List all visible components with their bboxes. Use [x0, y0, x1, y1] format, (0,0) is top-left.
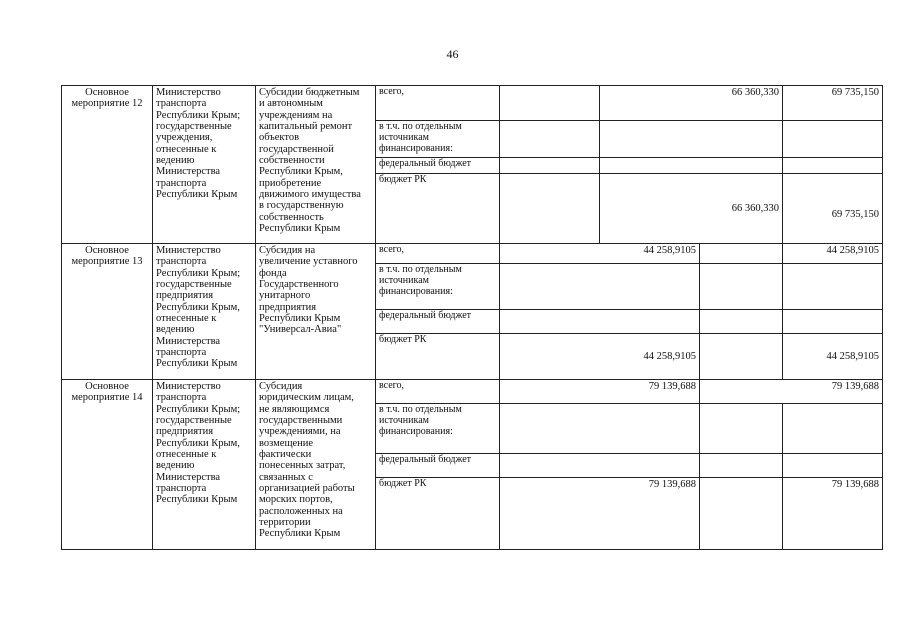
responsible-cell: Министерство транспорта Республики Крым; государственные предприятия Республики Крым, отнесенные к ведению Министерства транспорта Республики Крым — [153, 244, 256, 380]
value-cell — [783, 264, 883, 310]
source-label: всего, — [376, 86, 500, 121]
value-cell: 66 360,330 — [600, 174, 783, 244]
responsible-cell: Министерство транспорта Республики Крым; государственные учреждения, отнесенные к ведению Министерства транспорта Республики Крым — [153, 86, 256, 244]
source-label: бюджет РК — [376, 334, 500, 380]
event-cell: Основное мероприятие 13 — [62, 244, 153, 380]
source-label: федеральный бюджет — [376, 454, 500, 478]
description-cell: Субсидия юридическим лицам, не являющимся государственными учреждениями, на возмещение фактически понесенных затрат, связанных с организацией работы морских портов, расположенных на территории Республики Крым — [256, 380, 376, 550]
value-cell: 79 139,688 — [500, 478, 700, 550]
value-cell — [783, 158, 883, 174]
source-label: в т.ч. по отдельным источникам финансирования: — [376, 264, 500, 310]
value-cell — [700, 404, 783, 454]
table-row — [62, 244, 883, 264]
value-cell — [783, 121, 883, 158]
value-cell: 66 360,330 — [600, 86, 783, 121]
value-cell — [500, 174, 600, 244]
page-number: 46 — [446, 47, 459, 61]
source-label: бюджет РК — [376, 478, 500, 550]
responsible-cell: Министерство транспорта Республики Крым; государственные предприятия Республики Крым, отнесенные к ведению Министерства транспорта Республики Крым — [153, 380, 256, 550]
value-cell: 44 258,9105 — [500, 334, 700, 380]
description-cell: Субсидии бюджетным и автономным учреждениям на капитальный ремонт объектов государственной собственности Республики Крым, приобретение движимого имущества в государственную собственность Республики Крым — [256, 86, 376, 244]
value-cell: 79 139,688 — [783, 478, 883, 550]
event-cell: Основное мероприятие 14 — [62, 380, 153, 550]
value-cell — [600, 121, 783, 158]
source-label: в т.ч. по отдельным источникам финансирования: — [376, 404, 500, 454]
source-label: всего, — [376, 380, 500, 404]
description-cell: Субсидия на увеличение уставного фонда Государственного унитарного предприятия Республики Крым "Универсал-Авиа" — [256, 244, 376, 380]
value-cell — [700, 264, 783, 310]
value-cell — [783, 454, 883, 478]
source-label: в т.ч. по отдельным источникам финансирования: — [376, 121, 500, 158]
value-cell — [783, 310, 883, 334]
value-cell — [700, 244, 783, 264]
value-cell: 44 258,9105 — [783, 334, 883, 380]
value-cell: 44 258,9105 — [500, 244, 700, 264]
value-cell: 79 139,688 — [700, 380, 883, 404]
value-cell: 44 258,9105 — [783, 244, 883, 264]
value-cell — [500, 404, 700, 454]
table-row — [62, 380, 883, 404]
source-label: федеральный бюджет — [376, 310, 500, 334]
value-cell — [700, 454, 783, 478]
value-cell — [700, 310, 783, 334]
value-cell — [500, 158, 600, 174]
value-cell: 79 139,688 — [500, 380, 700, 404]
value-cell — [500, 454, 700, 478]
event-cell: Основное мероприятие 12 — [62, 86, 153, 244]
source-label: всего, — [376, 244, 500, 264]
value-cell — [600, 158, 783, 174]
budget-table — [61, 85, 883, 550]
source-label: федеральный бюджет — [376, 158, 500, 174]
source-label: бюджет РК — [376, 174, 500, 244]
value-cell — [700, 334, 783, 380]
value-cell — [500, 264, 700, 310]
table-row — [62, 86, 883, 121]
value-cell — [500, 121, 600, 158]
value-cell: 69 735,150 — [783, 174, 883, 244]
value-cell: 69 735,150 — [783, 86, 883, 121]
value-cell — [500, 310, 700, 334]
value-cell — [700, 478, 783, 550]
value-cell — [783, 404, 883, 454]
value-cell — [500, 86, 600, 121]
